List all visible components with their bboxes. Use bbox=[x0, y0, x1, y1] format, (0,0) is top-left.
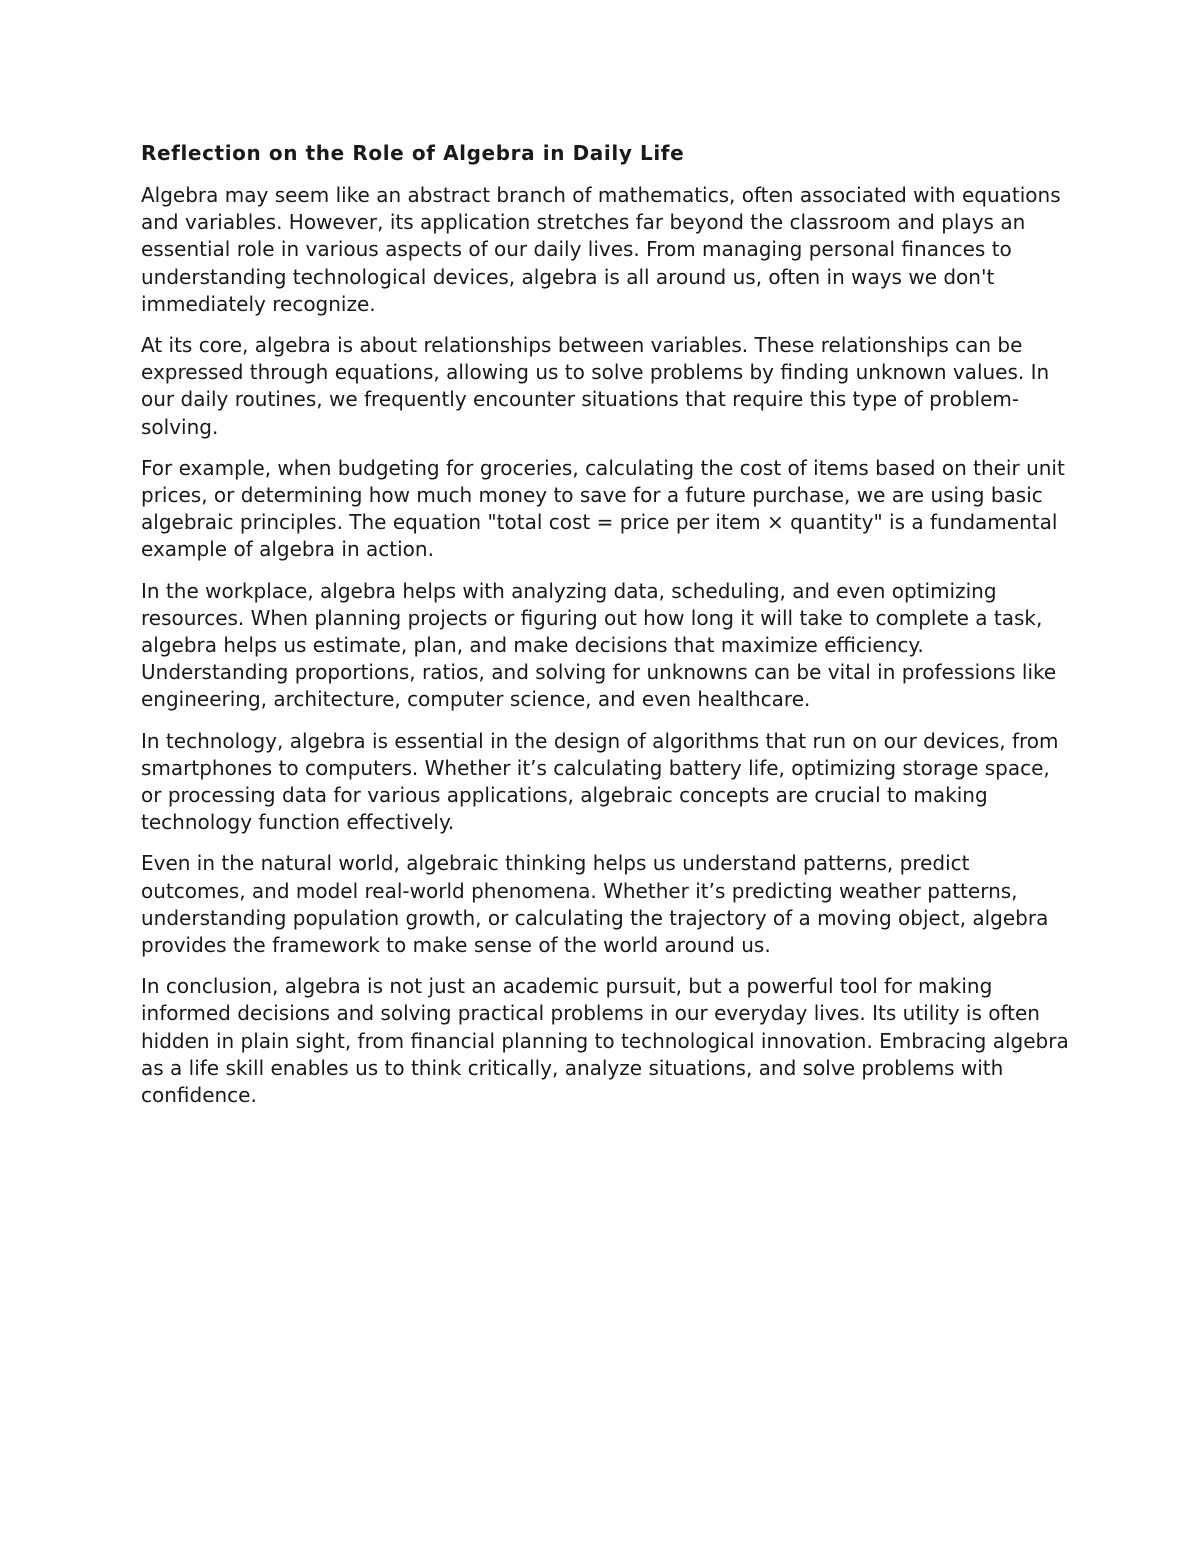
paragraph-technology: In technology, algebra is essential in the design of algorithms that run on our devices, from smartphones to computers. Whether it’s calculating battery life, optimizing storage space, or processing data for various applications, algebraic concepts are crucial to making technology function effectively. bbox=[141, 728, 1059, 835]
paragraph-example: For example, when budgeting for groceries, calculating the cost of items based on their unit prices, or determining how much money to save for a future purchase, we are using basic algebraic principles. The equation "total cost = price per item × quantity" is a fundamental example of algebra in action. bbox=[141, 455, 1065, 562]
paragraph-intro: Algebra may seem like an abstract branch of mathematics, often associated with equations and variables. However, its application stretches far beyond the classroom and plays an essential role in various aspects of our daily lives. From managing personal finances to understanding technological devices, algebra is all around us, often in ways we don't immediately recognize. bbox=[141, 183, 1061, 316]
paragraph-core: At its core, algebra is about relationships between variables. These relationships can be expressed through equations, allowing us to solve problems by finding unknown values. In our daily routines, we frequently encounter situations that require this type of problem-solving. bbox=[141, 333, 1050, 439]
document-page bbox=[141, 138, 1071, 1123]
paragraph-natural-world: Even in the natural world, algebraic thinking helps us understand patterns, predict outcomes, and model real-world phenomena. Whether it’s predicting weather patterns, understanding population growth, or calculating the trajectory of a moving object, algebra provides the framework to make sense of the world around us. bbox=[141, 851, 1049, 958]
paragraph-conclusion: In conclusion, algebra is not just an academic pursuit, but a powerful tool for making informed decisions and solving practical problems in our everyday lives. Its utility is often hidden in plain sight, from financial planning to technological innovation. Embracing algebra as a life skill enables us to think critically, analyze situations, and solve problems with confidence. bbox=[141, 974, 1069, 1108]
document-title: Reflection on the Role of Algebra in Daily Life bbox=[141, 141, 685, 165]
paragraph-workplace: In the workplace, algebra helps with analyzing data, scheduling, and even optimizing resources. When planning projects or figuring out how long it will take to complete a task, algebra helps us estimate, plan, and make decisions that maximize efficiency. Understanding proportions, ratios, and solving for unknowns can be vital in professions like engineering, architecture, computer science, and even healthcare. bbox=[141, 578, 1057, 712]
